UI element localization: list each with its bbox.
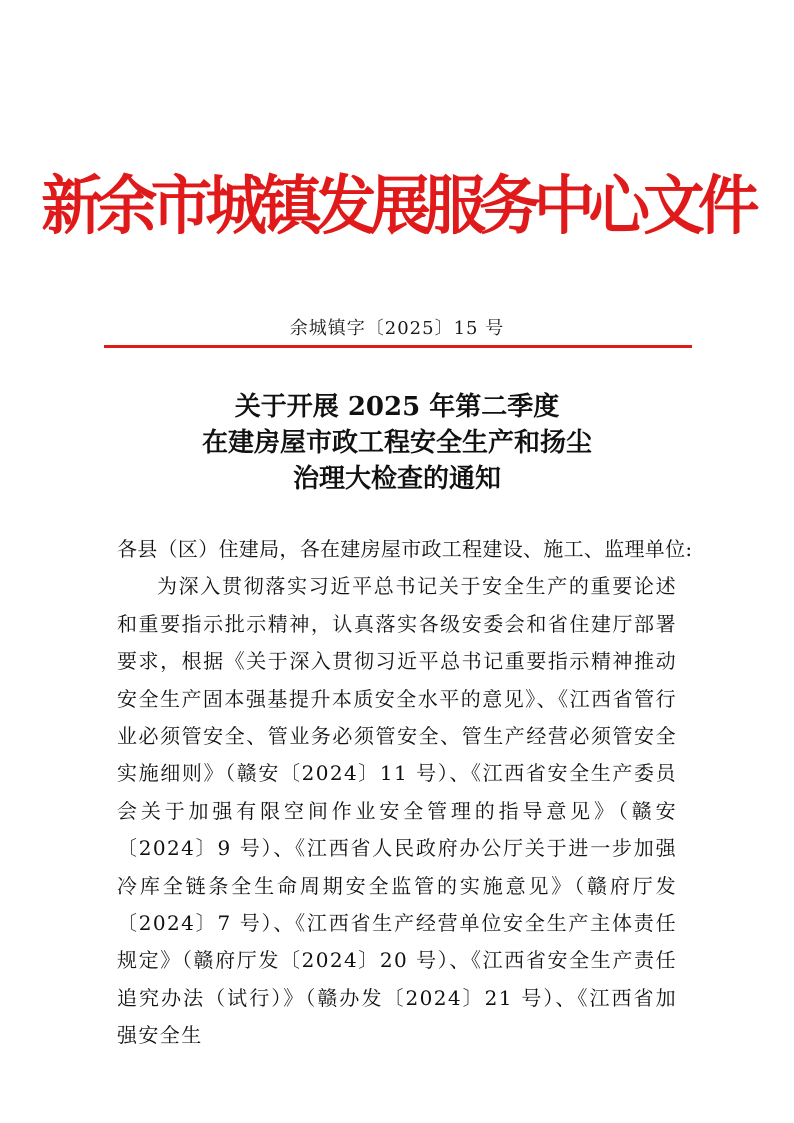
title-line-3: 治理大检查的通知 (292, 464, 501, 494)
masthead-title: 新余市城镇发展服务中心文件 (41, 169, 753, 244)
document-number: 余城镇字〔2025〕15 号 (289, 318, 505, 339)
red-divider-line (104, 345, 692, 348)
title-line-2: 在建房屋市政工程安全生产和扬尘 (201, 428, 592, 458)
document-body (117, 531, 693, 1055)
notice-title (0, 389, 794, 497)
addressee-line: 各县（区）住建局，各在建房屋市政工程建设、施工、监理单位: (117, 537, 693, 561)
title-line-1: 关于开展 2025 年第二季度 (234, 392, 560, 422)
body-paragraph: 为深入贯彻落实习近平总书记关于安全生产的重要论述和重要指示批示精神，认真落实各级安委会和省住建厅部署要求，根据《关于深入贯彻习近平总书记重要指示精神推动安全生产固本强基提升本质安全水平的意见》、《江西省管行业必须管安全、管业务必须管安全、管生产经营必须管安全实施细则》（赣安〔2024〕11 号）、《江西省安全生产委员会关于加强有限空间作业安全管理的指导意见》（赣安〔2024〕9 号）、《江西省人民政府办公厅关于进一步加强冷库全链条全生命周期安全监管的实施意见》（赣府厅发〔2024〕7 号）、《江西省生产经营单位安全生产主体责任规定》（赣府厅发〔2024〕20 号）、《江西省安全生产责任追究办法（试行）》（赣办发〔2024〕21 号）、《江西省加强安全生 (117, 574, 677, 1048)
